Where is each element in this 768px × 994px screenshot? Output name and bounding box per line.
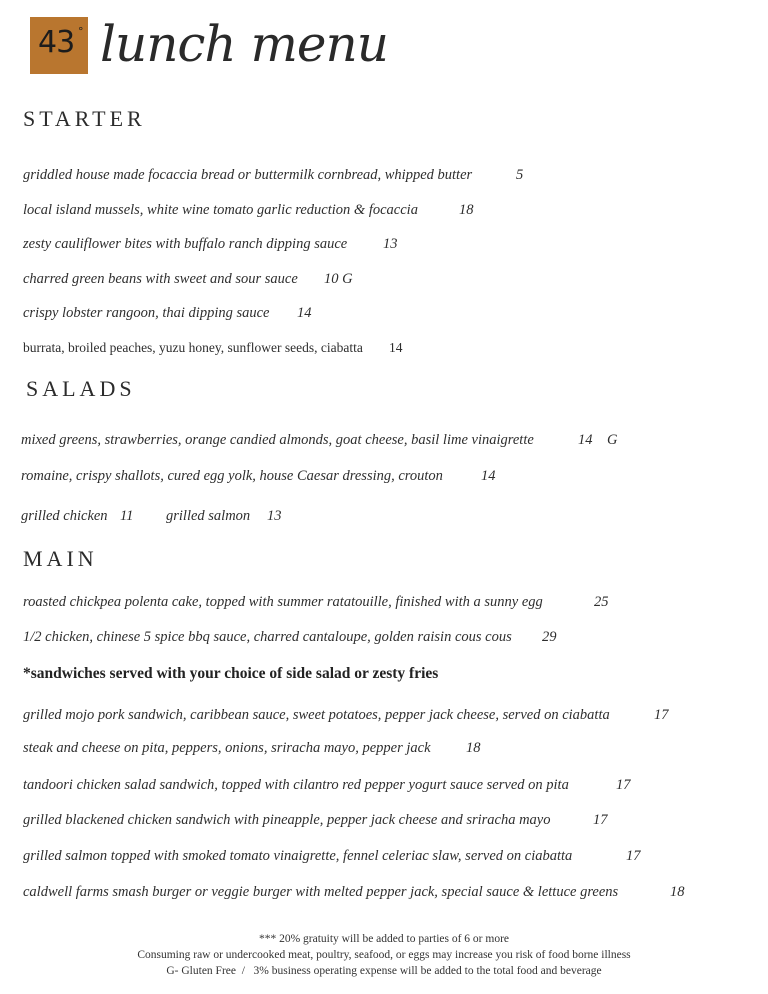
- item-price: 25: [594, 594, 609, 610]
- item-description: grilled salmon topped with smoked tomato vinaigrette, fennel celeriac slaw, served on ciabatta: [23, 848, 573, 864]
- section-heading-salads: SALADS: [26, 376, 136, 401]
- menu-item: [23, 593, 609, 611]
- sandwich-note: *sandwiches served with your choice of side salad or zesty fries: [23, 665, 439, 682]
- menu-item: [23, 339, 403, 357]
- menu-item: [23, 847, 641, 865]
- item-price: 14: [481, 468, 496, 484]
- logo: [30, 17, 88, 74]
- item-description: zesty cauliflower bites with buffalo ranch dipping sauce: [23, 236, 348, 252]
- item-description: tandoori chicken salad sandwich, topped with cilantro red pepper yogurt sauce served on pita: [23, 777, 569, 793]
- menu-item: [23, 235, 398, 253]
- item-price: 29: [542, 629, 557, 645]
- item-description: 1/2 chicken, chinese 5 spice bbq sauce, charred cantaloupe, golden raisin cous cous: [23, 629, 512, 645]
- item-description: romaine, crispy shallots, cured egg yolk, house Caesar dressing, crouton: [21, 468, 443, 484]
- item-description: caldwell farms smash burger or veggie burger with melted pepper jack, special sauce & lettuce greens: [23, 884, 619, 900]
- item-description: crispy lobster rangoon, thai dipping sauce: [23, 305, 270, 321]
- menu-item: [21, 467, 496, 485]
- footer-gluten-free: G- Gluten Free / 3% business operating expense will be added to the total food and beverage: [166, 965, 602, 977]
- addon-price: 11: [120, 508, 134, 524]
- addon-price: 13: [267, 508, 282, 524]
- logo-number: 43: [38, 25, 75, 60]
- menu-item: [23, 166, 524, 184]
- item-price: 17: [616, 777, 631, 793]
- footer-food-safety: Consuming raw or undercooked meat, poultry, seafood, or eggs may increase you risk of food borne illness: [137, 949, 631, 961]
- item-description: steak and cheese on pita, peppers, onions, sriracha mayo, pepper jack: [23, 740, 431, 756]
- item-price: 17: [626, 848, 641, 864]
- menu-item: [23, 628, 557, 646]
- menu-item: [23, 883, 685, 901]
- menu-item: [23, 304, 312, 322]
- footer-gratuity: *** 20% gratuity will be added to parties of 6 or more: [258, 933, 510, 945]
- item-description: charred green beans with sweet and sour sauce: [23, 271, 298, 287]
- item-description: roasted chickpea polenta cake, topped with summer ratatouille, finished with a sunny egg: [23, 594, 543, 610]
- item-description: mixed greens, strawberries, orange candied almonds, goat cheese, basil lime vinaigrette: [21, 432, 534, 448]
- menu-item: [23, 270, 353, 288]
- section-heading-starter: STARTER: [23, 106, 146, 131]
- item-price: 17: [593, 812, 608, 828]
- item-price: 14 G: [578, 432, 618, 448]
- item-description: grilled mojo pork sandwich, caribbean sauce, sweet potatoes, pepper jack cheese, served on ciabatta: [23, 707, 610, 723]
- item-price: 13: [383, 236, 398, 252]
- item-price: 18: [466, 740, 481, 756]
- addon-item: [21, 507, 134, 525]
- menu-item: [23, 201, 474, 219]
- menu-item: [23, 811, 608, 829]
- item-description: griddled house made focaccia bread or buttermilk cornbread, whipped butter: [23, 167, 473, 183]
- item-price: 14: [297, 305, 312, 321]
- menu-item: [23, 776, 631, 794]
- page-title: lunch menu: [100, 15, 388, 73]
- section-heading-main: MAIN: [23, 546, 98, 571]
- item-description: burrata, broiled peaches, yuzu honey, sunflower seeds, ciabatta: [23, 340, 363, 355]
- menu-item: [23, 706, 669, 724]
- item-price: 5: [516, 167, 524, 183]
- item-price: 14: [389, 340, 403, 355]
- menu-item: [23, 739, 481, 757]
- item-price: 17: [654, 707, 669, 723]
- addon-item: [166, 507, 282, 525]
- item-price: 10 G: [324, 271, 353, 287]
- logo-degree: °: [78, 25, 84, 38]
- menu-item: [21, 431, 618, 449]
- item-price: 18: [459, 202, 474, 218]
- item-description: grilled blackened chicken sandwich with pineapple, pepper jack cheese and sriracha mayo: [23, 812, 551, 828]
- item-description: local island mussels, white wine tomato garlic reduction & focaccia: [23, 202, 418, 218]
- item-price: 18: [670, 884, 685, 900]
- addon-description: grilled salmon: [166, 508, 251, 524]
- addon-description: grilled chicken: [21, 508, 108, 524]
